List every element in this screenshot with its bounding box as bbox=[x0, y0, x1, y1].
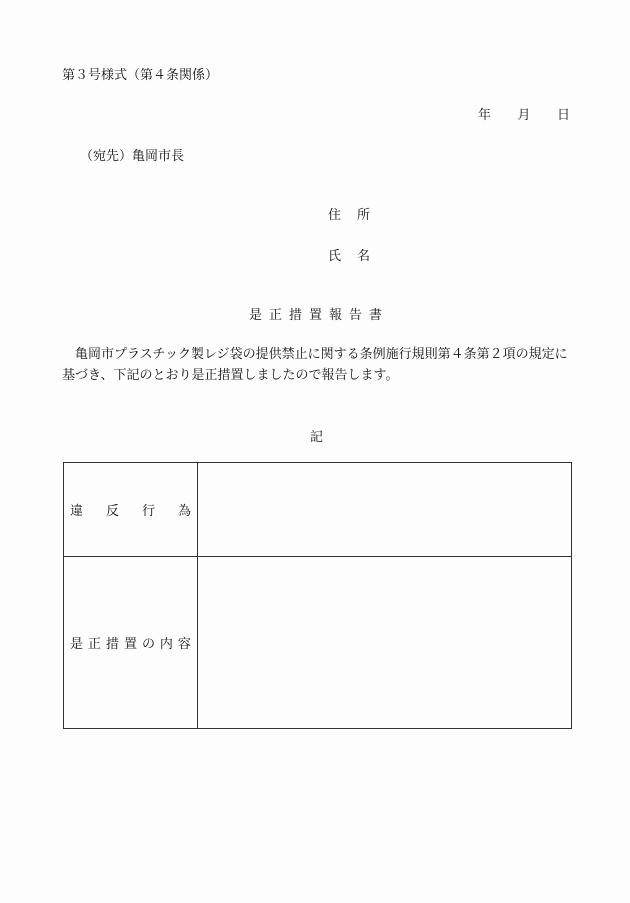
label-char: 内 bbox=[159, 637, 173, 652]
label-char: 措 bbox=[105, 637, 119, 652]
label-char: の bbox=[141, 637, 155, 652]
violation-field[interactable] bbox=[198, 463, 572, 557]
name-label-char: 名 bbox=[356, 249, 370, 264]
title-char: 措 bbox=[288, 308, 302, 323]
label-char: 是 bbox=[70, 637, 84, 652]
address-label-char: 住 bbox=[328, 208, 342, 223]
name-label-char: 氏 bbox=[328, 249, 342, 264]
label-char: 置 bbox=[123, 637, 137, 652]
date-line bbox=[478, 104, 570, 123]
title-char: 正 bbox=[268, 308, 282, 323]
form-number: 第３号様式（第４条関係） bbox=[62, 68, 219, 83]
correction-label-cell bbox=[64, 557, 198, 729]
ki-heading: 記 bbox=[310, 430, 324, 445]
correction-field[interactable] bbox=[198, 557, 572, 729]
date-day-label: 日 bbox=[556, 108, 570, 123]
label-char: 反 bbox=[105, 504, 119, 519]
document-title bbox=[249, 304, 382, 323]
table-row bbox=[64, 557, 572, 729]
label-char: 正 bbox=[87, 637, 101, 652]
title-char: 報 bbox=[328, 308, 342, 323]
violation-label-cell bbox=[64, 463, 198, 557]
label-char: 違 bbox=[70, 504, 84, 519]
title-char: 書 bbox=[368, 308, 382, 323]
report-table bbox=[63, 462, 572, 729]
label-char: 為 bbox=[177, 504, 191, 519]
name-label bbox=[328, 245, 370, 264]
title-char: 置 bbox=[308, 308, 322, 323]
table-row bbox=[64, 463, 572, 557]
label-char: 容 bbox=[177, 637, 191, 652]
address-label bbox=[328, 204, 370, 223]
label-char: 行 bbox=[141, 504, 155, 519]
addressee: （宛先）亀岡市長 bbox=[80, 149, 185, 164]
title-char: 告 bbox=[348, 308, 362, 323]
date-month-label: 月 bbox=[517, 108, 531, 123]
address-label-char: 所 bbox=[356, 208, 370, 223]
body-paragraph: 亀岡市プラスチック製レジ袋の提供禁止に関する条例施行規則第４条第２項の規定に基づき、下記のとおり是正措置しましたので報告します。 bbox=[62, 347, 568, 383]
title-char: 是 bbox=[249, 308, 263, 323]
date-year-label: 年 bbox=[478, 108, 492, 123]
